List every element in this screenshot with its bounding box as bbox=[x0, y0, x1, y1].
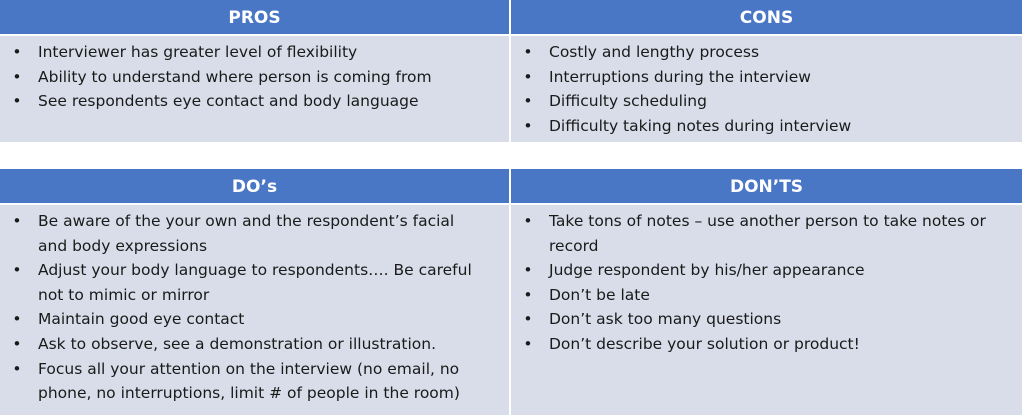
donts-header: DON’TS bbox=[511, 169, 1024, 205]
list-item: • Adjust your body language to respondents…. Be careful not to mimic or mirror bbox=[10, 258, 501, 307]
pros-cons-table bbox=[0, 0, 1024, 142]
donts-list bbox=[521, 209, 1014, 357]
bullet-icon: • bbox=[523, 261, 533, 280]
bullet-icon: • bbox=[523, 212, 533, 230]
list-item: • Be aware of the your own and the respondent’s facial and body expressions bbox=[10, 209, 501, 258]
list-item: • Difficulty scheduling bbox=[521, 89, 1014, 114]
pros-header: PROS bbox=[0, 0, 511, 36]
bullet-icon: • bbox=[523, 43, 533, 61]
bullet-icon: • bbox=[523, 285, 533, 304]
cons-header: CONS bbox=[511, 0, 1024, 36]
dos-header: DO’s bbox=[0, 169, 511, 205]
bullet-icon: • bbox=[12, 43, 22, 61]
bullet-icon: • bbox=[12, 261, 22, 280]
list-item: • Interruptions during the interview bbox=[521, 65, 1014, 90]
list-item: • Costly and lengthy process bbox=[521, 40, 1014, 65]
bullet-icon: • bbox=[523, 67, 533, 86]
list-item: • Ability to understand where person is coming from bbox=[10, 65, 501, 90]
list-item: • Don’t ask too many questions bbox=[521, 307, 1014, 332]
list-item: • Don’t be late bbox=[521, 283, 1014, 308]
pros-cell bbox=[0, 36, 511, 142]
bullet-icon: • bbox=[12, 334, 22, 353]
list-item: • Ask to observe, see a demonstration or illustration. bbox=[10, 332, 501, 357]
dos-list bbox=[10, 209, 501, 406]
bullet-icon: • bbox=[12, 92, 22, 111]
list-item: • See respondents eye contact and body language bbox=[10, 89, 501, 114]
bullet-icon: • bbox=[12, 359, 22, 378]
bullet-icon: • bbox=[523, 334, 533, 353]
list-item: • Don’t describe your solution or product! bbox=[521, 332, 1014, 357]
bullet-icon: • bbox=[523, 92, 533, 111]
list-item: • Interviewer has greater level of flexibility bbox=[10, 40, 501, 65]
cons-cell bbox=[511, 36, 1024, 142]
list-item: • Judge respondent by his/her appearance bbox=[521, 258, 1014, 283]
pros-list bbox=[10, 40, 501, 114]
bullet-icon: • bbox=[523, 116, 533, 135]
dos-cell bbox=[0, 205, 511, 415]
list-item: • Maintain good eye contact bbox=[10, 307, 501, 332]
dos-donts-table bbox=[0, 169, 1024, 415]
bullet-icon: • bbox=[12, 310, 22, 329]
donts-cell bbox=[511, 205, 1024, 415]
list-item: • Difficulty taking notes during interview bbox=[521, 114, 1014, 139]
list-item: • Take tons of notes – use another person to take notes or record bbox=[521, 209, 1014, 258]
list-item: • Focus all your attention on the interview (no email, no phone, no interruptions, limit # of people in the room) bbox=[10, 357, 501, 406]
bullet-icon: • bbox=[12, 212, 22, 230]
cons-list bbox=[521, 40, 1014, 138]
bullet-icon: • bbox=[12, 67, 22, 86]
bullet-icon: • bbox=[523, 310, 533, 329]
